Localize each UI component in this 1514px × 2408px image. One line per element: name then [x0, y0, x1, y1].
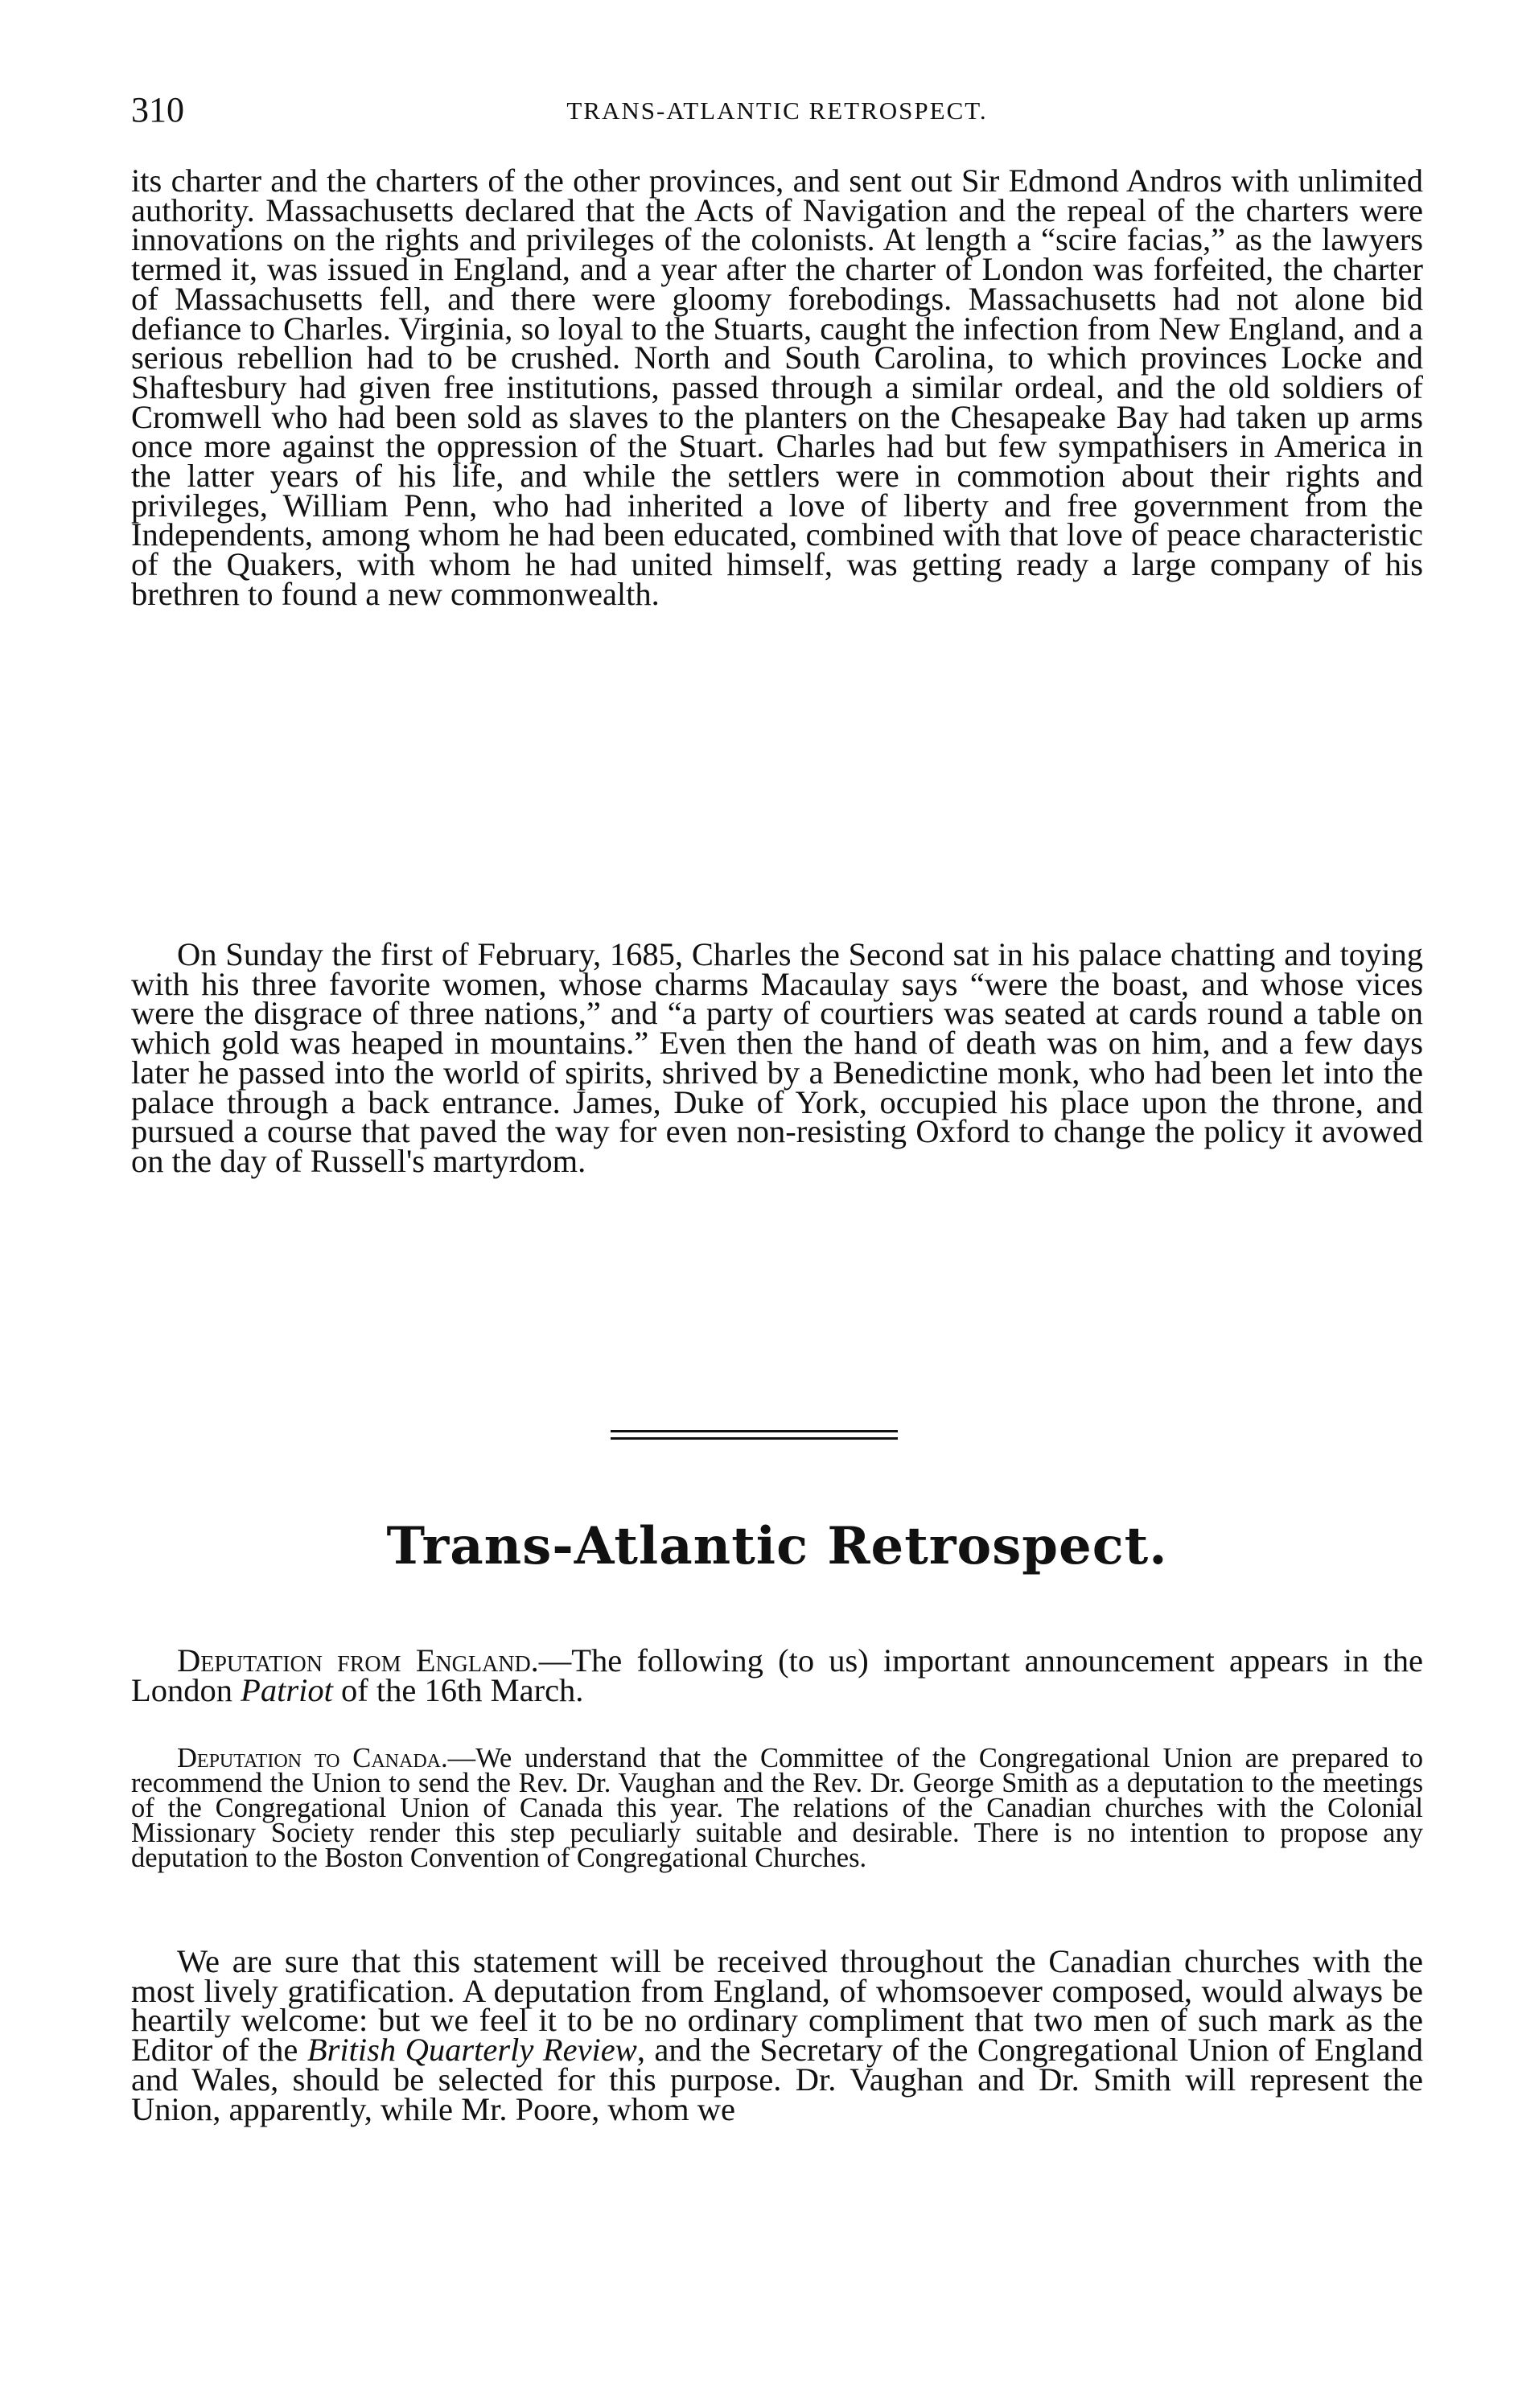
closing-text	[131, 1943, 1423, 2127]
section-divider-rule	[611, 1437, 898, 1440]
section-divider-rule	[611, 1430, 898, 1432]
publication-title: British Quarterly Review	[307, 2032, 637, 2069]
body-paragraph-1	[131, 162, 1423, 612]
paragraph-text: On Sunday the first of February, 1685, Charles the Second sat in his palace chatting and toying with his three favorite women, whose charms Macaulay says “were the boast, and whose vices were the disgrace of three nations,” and “a party of courtiers was seated at cards round a table on which gold was heaped in mountains.” Even then the hand of death was on him, and a few days later he passed into the world of spirits, shrived by a Benedictine monk, who had been let into the palace through a back entrance. James, Duke of York, occupied his place upon the throne, and pursued a course that paved the way for even non-resisting Oxford to change the policy it avowed on the day of Russell's martyrdom.	[131, 936, 1423, 1179]
body-paragraph-2	[131, 936, 1423, 1179]
closing-text-after: , and the Secretary of the Congregational Union of England and Wales, should be selected for this purpose. Dr. Vaughan and Dr. Smith will represent the Union, apparently, while Mr. Poore, whom we	[131, 2032, 1423, 2127]
intro-lead: Deputation from England.	[177, 1642, 539, 1679]
quote-text	[131, 1743, 1423, 1873]
closing-paragraph	[131, 1943, 1423, 2127]
paragraph-text: its charter and the charters of the other provinces, and sent out Sir Edmond Andros with unlimited authority. Massachusetts declared that the Acts of Navigation and the repeal of the charters were innovations on the rights and privileges of the colonists. At length a “scire facias,” as the lawyers termed it, was issued in England, and a year after the charter of London was forfeited, the charter of Massachusetts fell, and there were gloomy forebodings. Massachusetts had not alone bid defiance to Charles. Virginia, so loyal to the Stuarts, caught the infection from New England, and a serious rebellion had to be crushed. North and South Carolina, to which provinces Locke and Shaftesbury had given free institutions, passed through a similar ordeal, and the old soldiers of Cromwell who had been sold as slaves to the planters on the Chesapeake Bay had taken up arms once more against the oppression of the Stuart. Charles had but few sympathisers in America in the latter years of his life, and while the settlers were in commotion about their rights and privileges, William Penn, who had inherited a love of liberty and free government from the Independents, among whom he had been educated, combined with that love of peace characteristic of the Quakers, with whom he had united himself, was getting ready a large company of his brethren to found a new commonwealth.	[131, 162, 1423, 612]
closing-text-before: We are sure that this statement will be received throughout the Canadian churches with the most lively gratification. A deputation from England, of whomsoever composed, would always be heartily welcome: but we feel it to be no ordinary compliment that two men of such mark as the Editor of the	[131, 1943, 1423, 2069]
intro-text-before: —The following (to us) important announcement appears in the London	[131, 1642, 1423, 1708]
quote-body: —We understand that the Committee of the Congregational Union are prepared to recommend the Union to send the Rev. Dr. Vaughan and the Rev. Dr. George Smith as a deputation to the meetings of the Congregational Union of Canada this year. The relations of the Canadian churches with the Colonial Missionary Society render this step peculiarly suitable and desirable. There is no intention to propose any deputation to the Boston Convention of Congregational Churches.	[131, 1743, 1423, 1873]
intro-paragraph	[131, 1642, 1423, 1708]
intro-text	[131, 1642, 1423, 1708]
page-number: 310	[131, 90, 184, 129]
quote-lead: Deputation to Canada.	[177, 1743, 448, 1773]
intro-text-after: of the 16th March.	[332, 1671, 584, 1708]
periodical-title: Patriot	[241, 1671, 333, 1708]
page-header	[131, 90, 1423, 130]
section-heading: Trans-Atlantic Retrospect.	[386, 1516, 1168, 1576]
quoted-announcement	[131, 1743, 1423, 1873]
running-head: TRANS-ATLANTIC RETROSPECT.	[566, 97, 988, 125]
